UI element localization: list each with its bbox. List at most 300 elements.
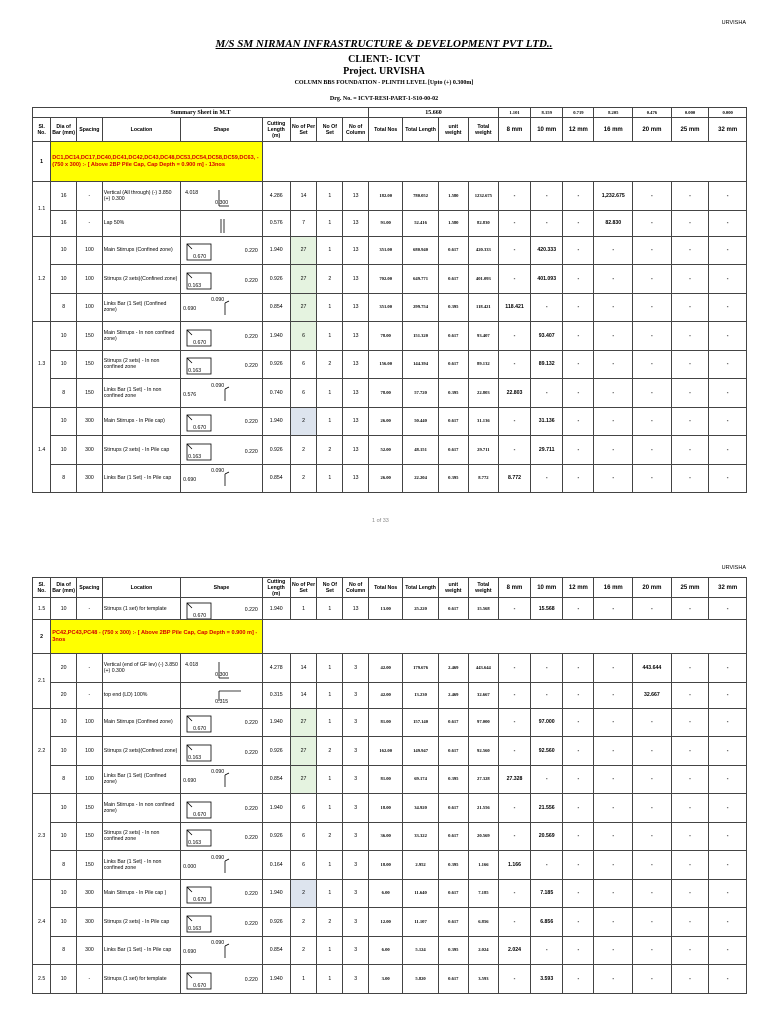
weight-10mm: - <box>531 293 563 322</box>
total-nos: 42.00 <box>369 682 403 708</box>
weight-12mm: - <box>563 682 594 708</box>
weight-12mm: - <box>563 436 594 465</box>
no-of-column: 13 <box>343 236 369 265</box>
weight-12mm: - <box>563 654 594 683</box>
spacing: 100 <box>77 765 103 794</box>
weight-20mm: 32.667 <box>633 682 672 708</box>
no-per-set: 14 <box>290 654 317 683</box>
shape-dim-primary: 0.670 <box>193 897 207 904</box>
total-weight: 420.333 <box>468 236 498 265</box>
weight-8mm: 1.166 <box>498 851 530 880</box>
location: Stirrups (1 set) for template <box>102 965 180 994</box>
weight-20mm: - <box>633 965 672 994</box>
row-serial: 2.4 <box>33 879 51 965</box>
weight-8mm: - <box>498 210 530 236</box>
cutting-length: 0.926 <box>262 822 290 851</box>
location: Stirrups (2 sets) - In Pile cap <box>102 908 180 937</box>
total-nos: 78.00 <box>369 322 403 351</box>
location: Main Stirrups (Confined zone) <box>102 236 180 265</box>
weight-32mm: - <box>709 682 747 708</box>
no-of-column: 3 <box>343 936 369 965</box>
table-row <box>33 965 747 994</box>
weight-20mm: - <box>633 236 672 265</box>
shape-dim-secondary: 0.090 <box>211 468 225 475</box>
unit-weight: 0.617 <box>438 236 468 265</box>
cutting-length: 0.926 <box>262 436 290 465</box>
total-weight: 89.132 <box>468 350 498 379</box>
shape-dim-secondary: 0.315 <box>215 699 229 705</box>
cutting-length: 0.854 <box>262 293 290 322</box>
header-m10: 10 mm <box>531 118 563 142</box>
weight-25mm: - <box>671 794 709 823</box>
location: Links Bar (1 Set) - In non confined zone <box>102 379 180 408</box>
total-length: 144.394 <box>403 350 438 379</box>
no-per-set: 2 <box>290 407 317 436</box>
bar-dia: 8 <box>51 765 77 794</box>
bar-dia: 20 <box>51 682 77 708</box>
total-length: 22.204 <box>403 464 438 493</box>
spacing: 300 <box>77 879 103 908</box>
total-weight: 7.185 <box>468 879 498 908</box>
weight-20mm: - <box>633 851 672 880</box>
total-weight: 118.421 <box>468 293 498 322</box>
shape-dim-secondary: 0.220 <box>244 606 258 613</box>
no-of-set: 2 <box>317 265 343 294</box>
table-row <box>33 182 747 211</box>
location: Links Bar (1 Set) (Confined zone) <box>102 293 180 322</box>
weight-25mm: - <box>671 293 709 322</box>
cutting-length: 0.926 <box>262 908 290 937</box>
header-shape: Shape <box>181 578 263 598</box>
no-of-column: 3 <box>343 682 369 708</box>
bar-dia: 8 <box>51 936 77 965</box>
bar-dia: 10 <box>51 407 77 436</box>
weight-32mm: - <box>709 851 747 880</box>
watermark-top: URVISHA <box>721 20 746 26</box>
weight-10mm: - <box>531 851 563 880</box>
weight-20mm: - <box>633 464 672 493</box>
weight-10mm: - <box>531 210 563 236</box>
shape-dim-secondary: 0.220 <box>244 805 258 812</box>
weight-32mm: - <box>709 407 747 436</box>
weight-32mm: - <box>709 737 747 766</box>
total-weight: 443.644 <box>468 654 498 683</box>
shape-dim-primary: 0.670 <box>193 425 207 432</box>
total-nos: 6.00 <box>369 936 403 965</box>
bar-dia: 10 <box>51 908 77 937</box>
header-m20: 20 mm <box>633 578 672 598</box>
location: Main Stirrups - In Pile cap ) <box>102 879 180 908</box>
weight-12mm: - <box>563 265 594 294</box>
weight-20mm: - <box>633 436 672 465</box>
table-row <box>33 737 747 766</box>
weight-25mm: - <box>671 708 709 737</box>
weight-16mm: - <box>594 236 633 265</box>
spacing: 150 <box>77 350 103 379</box>
location: Stirrups (2 sets) - In non confined zone <box>102 822 180 851</box>
shape-dim-secondary: 0.220 <box>244 277 258 284</box>
weight-12mm: - <box>563 936 594 965</box>
bar-dia: 10 <box>51 265 77 294</box>
header-row <box>33 578 747 598</box>
bbs-table-page1 <box>32 107 747 493</box>
weight-25mm: - <box>671 737 709 766</box>
no-of-column: 13 <box>343 436 369 465</box>
shape-dim-secondary: 0.220 <box>244 835 258 842</box>
no-of-set: 2 <box>317 350 343 379</box>
weight-32mm: - <box>709 350 747 379</box>
cutting-length: 0.926 <box>262 350 290 379</box>
watermark-second: URVISHA <box>721 565 746 571</box>
shape-dim-secondary: 0.090 <box>211 382 225 389</box>
weight-20mm: - <box>633 908 672 937</box>
weight-32mm: - <box>709 765 747 794</box>
row-serial: 1.2 <box>33 236 51 322</box>
weight-10mm: 97.000 <box>531 708 563 737</box>
total-length: 11.640 <box>403 879 438 908</box>
header-m20: 20 mm <box>633 118 672 142</box>
bar-dia: 8 <box>51 293 77 322</box>
weight-8mm: - <box>498 265 530 294</box>
weight-12mm: - <box>563 965 594 994</box>
shape-cell <box>181 737 263 766</box>
shape-dim-secondary: 0.220 <box>244 920 258 927</box>
weight-20mm: - <box>633 265 672 294</box>
cutting-length: 0.576 <box>262 210 290 236</box>
no-per-set: 2 <box>290 436 317 465</box>
weight-16mm: - <box>594 464 633 493</box>
table-row <box>33 765 747 794</box>
bar-dia: 10 <box>51 737 77 766</box>
weight-25mm: - <box>671 182 709 211</box>
no-of-set: 1 <box>317 236 343 265</box>
table-row <box>33 879 747 908</box>
header-column: No of Column <box>343 118 369 142</box>
cutting-length: 1.940 <box>262 236 290 265</box>
cutting-length: 0.854 <box>262 464 290 493</box>
spacing: 300 <box>77 936 103 965</box>
total-weight: 93.407 <box>468 322 498 351</box>
weight-12mm: - <box>563 765 594 794</box>
weight-10mm: 420.333 <box>531 236 563 265</box>
unit-weight: 0.617 <box>438 879 468 908</box>
shape-cell <box>181 236 263 265</box>
weight-10mm: - <box>531 936 563 965</box>
no-of-column: 13 <box>343 293 369 322</box>
shape-cell <box>181 210 263 236</box>
bar-dia: 8 <box>51 379 77 408</box>
weight-32mm: - <box>709 210 747 236</box>
total-length: 780.052 <box>403 182 438 211</box>
shape-cell <box>181 654 263 683</box>
weight-12mm: - <box>563 737 594 766</box>
no-per-set: 27 <box>290 765 317 794</box>
no-of-set: 2 <box>317 822 343 851</box>
total-length: 34.920 <box>403 794 438 823</box>
bbs-table-page2 <box>32 577 747 994</box>
weight-25mm: - <box>671 851 709 880</box>
weight-20mm: - <box>633 210 672 236</box>
shape-dim-secondary: 0.220 <box>244 720 258 727</box>
no-of-column: 3 <box>343 908 369 937</box>
shape-dim-primary: 0.163 <box>188 453 202 460</box>
total-length: 149.947 <box>403 737 438 766</box>
shape-dim-primary: 0.670 <box>193 726 207 733</box>
weight-12mm: - <box>563 293 594 322</box>
weight-12mm: - <box>563 236 594 265</box>
shape-dim-primary: 0.576 <box>183 391 197 398</box>
no-per-set: 6 <box>290 822 317 851</box>
total-weight: 1.166 <box>468 851 498 880</box>
weight-16mm: - <box>594 682 633 708</box>
weight-8mm: - <box>498 965 530 994</box>
weight-12mm: - <box>563 708 594 737</box>
bar-dia: 16 <box>51 182 77 211</box>
table-row <box>33 682 747 708</box>
weight-8mm: 118.421 <box>498 293 530 322</box>
shape-dim-primary: 0.690 <box>183 477 197 484</box>
unit-weight: 0.395 <box>438 851 468 880</box>
spacing: 150 <box>77 822 103 851</box>
location: Stirrups (2 sets)(Confined zone) <box>102 737 180 766</box>
no-of-column: 13 <box>343 464 369 493</box>
total-20mm: 0.476 <box>633 108 672 118</box>
table-row <box>33 436 747 465</box>
weight-32mm: - <box>709 936 747 965</box>
weight-16mm: - <box>594 293 633 322</box>
shape-dim-secondary: 0.220 <box>244 248 258 255</box>
spacing: - <box>77 598 103 620</box>
spacing: - <box>77 682 103 708</box>
total-length: 680.940 <box>403 236 438 265</box>
weight-8mm: - <box>498 822 530 851</box>
shape-cell <box>181 598 263 620</box>
unit-weight: 0.395 <box>438 293 468 322</box>
total-weight: 22.803 <box>468 379 498 408</box>
weight-16mm: - <box>594 737 633 766</box>
total-nos: 26.00 <box>369 464 403 493</box>
total-nos: 13.00 <box>369 598 403 620</box>
weight-20mm: - <box>633 737 672 766</box>
table-row <box>33 908 747 937</box>
shape-dim-secondary: 0.220 <box>244 333 258 340</box>
weight-8mm: - <box>498 407 530 436</box>
unit-weight: 0.395 <box>438 379 468 408</box>
drawing-number: Drg. No. = ICVT-RESI-PART-1-S10-00-02 <box>329 96 439 102</box>
weight-10mm: - <box>531 182 563 211</box>
weight-32mm: - <box>709 182 747 211</box>
shape-dim-secondary: 0.090 <box>211 854 225 861</box>
weight-20mm: - <box>633 822 672 851</box>
weight-12mm: - <box>563 182 594 211</box>
spacing: - <box>77 182 103 211</box>
shape-dim-primary: 0.690 <box>183 949 197 956</box>
unit-weight: 0.617 <box>438 407 468 436</box>
summary-label: Summary Sheet in M.T <box>33 108 369 118</box>
weight-32mm: - <box>709 654 747 683</box>
weight-32mm: - <box>709 322 747 351</box>
table-row <box>33 654 747 683</box>
weight-8mm: - <box>498 182 530 211</box>
shape-dim-primary: 0.670 <box>193 612 207 619</box>
weight-8mm: - <box>498 794 530 823</box>
row-serial: 1.1 <box>33 182 51 237</box>
weight-16mm: - <box>594 765 633 794</box>
header-per-set: No of Per Set <box>290 578 317 598</box>
no-per-set: 27 <box>290 293 317 322</box>
bar-dia: 10 <box>51 236 77 265</box>
no-of-set: 1 <box>317 765 343 794</box>
no-of-column: 3 <box>343 737 369 766</box>
weight-16mm: - <box>594 350 633 379</box>
total-weight: 21.556 <box>468 794 498 823</box>
no-of-set: 1 <box>317 407 343 436</box>
weight-20mm: - <box>633 293 672 322</box>
no-of-set: 2 <box>317 436 343 465</box>
weight-20mm: - <box>633 322 672 351</box>
unit-weight: 0.617 <box>438 350 468 379</box>
unit-weight: 0.617 <box>438 708 468 737</box>
weight-16mm: - <box>594 908 633 937</box>
cutting-length: 4.286 <box>262 182 290 211</box>
total-nos: 3.00 <box>369 965 403 994</box>
header-m12: 12 mm <box>563 578 594 598</box>
weight-10mm: 89.132 <box>531 350 563 379</box>
weight-16mm: - <box>594 436 633 465</box>
spacing: - <box>77 965 103 994</box>
header-sl: Sl. No. <box>33 118 51 142</box>
header-of-set: No Of Set <box>317 578 343 598</box>
table-row <box>33 350 747 379</box>
total-grand: 15.660 <box>369 108 499 118</box>
no-of-set: 1 <box>317 598 343 620</box>
weight-12mm: - <box>563 379 594 408</box>
table-row <box>33 936 747 965</box>
total-nos: 18.00 <box>369 794 403 823</box>
no-of-column: 3 <box>343 822 369 851</box>
no-of-set: 2 <box>317 908 343 937</box>
weight-10mm: 401.093 <box>531 265 563 294</box>
weight-32mm: - <box>709 794 747 823</box>
unit-weight: 2.469 <box>438 682 468 708</box>
total-weight: 92.560 <box>468 737 498 766</box>
weight-25mm: - <box>671 265 709 294</box>
shape-dim-primary: 0.163 <box>188 840 202 847</box>
group-number: 1 <box>33 142 51 182</box>
header-m8: 8 mm <box>498 578 530 598</box>
bar-dia: 10 <box>51 436 77 465</box>
location: Links Bar (1 Set) - In Pile cap <box>102 936 180 965</box>
shape-cell <box>181 965 263 994</box>
header-m10: 10 mm <box>531 578 563 598</box>
spacing: 300 <box>77 436 103 465</box>
weight-8mm: - <box>498 236 530 265</box>
shape-cell <box>181 682 263 708</box>
no-of-column: 13 <box>343 379 369 408</box>
shape-dim-secondary: 0.220 <box>244 976 258 983</box>
location: Links Bar (1 Set) (Confined zone) <box>102 765 180 794</box>
shape-cell <box>181 464 263 493</box>
weight-25mm: - <box>671 322 709 351</box>
no-per-set: 27 <box>290 265 317 294</box>
row-serial: 1.3 <box>33 322 51 408</box>
shape-dim-secondary: 0.220 <box>244 891 258 898</box>
shape-dim-secondary: 0.220 <box>244 749 258 756</box>
weight-12mm: - <box>563 794 594 823</box>
no-of-column: 3 <box>343 851 369 880</box>
no-of-set: 1 <box>317 210 343 236</box>
shape-dim-primary: 0.690 <box>183 306 197 313</box>
weight-12mm: - <box>563 851 594 880</box>
total-8mm: 1.101 <box>498 108 530 118</box>
total-length: 649.771 <box>403 265 438 294</box>
weight-32mm: - <box>709 236 747 265</box>
page-footer-1: 1 of 33 <box>372 518 389 524</box>
weight-32mm: - <box>709 598 747 620</box>
location: Stirrups (2 sets)(Confined zone) <box>102 265 180 294</box>
spacing: 300 <box>77 464 103 493</box>
weight-20mm: - <box>633 379 672 408</box>
weight-10mm: 7.185 <box>531 879 563 908</box>
cutting-length: 0.740 <box>262 379 290 408</box>
bar-dia: 10 <box>51 322 77 351</box>
no-of-set: 1 <box>317 682 343 708</box>
weight-16mm: - <box>594 794 633 823</box>
row-serial: 1.4 <box>33 407 51 493</box>
weight-10mm: 21.556 <box>531 794 563 823</box>
header-total-nos: Total Nos <box>369 578 403 598</box>
location: top end (LD) 100% <box>102 682 180 708</box>
bar-dia: 10 <box>51 794 77 823</box>
weight-16mm: - <box>594 265 633 294</box>
header-m32: 32 mm <box>709 578 747 598</box>
bar-dia: 20 <box>51 654 77 683</box>
shape-dim-secondary: 0.090 <box>211 297 225 304</box>
unit-weight: 0.395 <box>438 765 468 794</box>
total-length: 11.107 <box>403 908 438 937</box>
row-serial: 2.3 <box>33 794 51 880</box>
location: Stirrups (1 set) for template <box>102 598 180 620</box>
cutting-length: 1.940 <box>262 708 290 737</box>
unit-weight: 1.580 <box>438 182 468 211</box>
total-nos: 6.00 <box>369 879 403 908</box>
company-title: M/S SM NIRMAN INFRASTRUCTURE & DEVELOPMENT PVT LTD.. <box>215 38 553 50</box>
no-per-set: 2 <box>290 464 317 493</box>
table-row <box>33 265 747 294</box>
no-per-set: 6 <box>290 350 317 379</box>
weight-25mm: - <box>671 350 709 379</box>
table-row <box>33 598 747 620</box>
header-sl: Sl. No. <box>33 578 51 598</box>
spacing: 150 <box>77 379 103 408</box>
bar-dia: 8 <box>51 464 77 493</box>
cutting-length: 0.854 <box>262 936 290 965</box>
table-row <box>33 407 747 436</box>
table-row <box>33 322 747 351</box>
cutting-length: 0.164 <box>262 851 290 880</box>
shape-dim-primary: 0.163 <box>188 368 202 375</box>
no-per-set: 6 <box>290 379 317 408</box>
no-of-column: 13 <box>343 265 369 294</box>
header-dia: Dia of Bar (mm) <box>51 578 77 598</box>
header-m16: 16 mm <box>594 118 633 142</box>
shape-dim-primary: 0.690 <box>183 778 197 785</box>
weight-25mm: - <box>671 879 709 908</box>
total-16mm: 8.205 <box>594 108 633 118</box>
shape-dim-primary: 0.163 <box>188 282 202 289</box>
total-nos: 52.00 <box>369 436 403 465</box>
no-per-set: 2 <box>290 908 317 937</box>
